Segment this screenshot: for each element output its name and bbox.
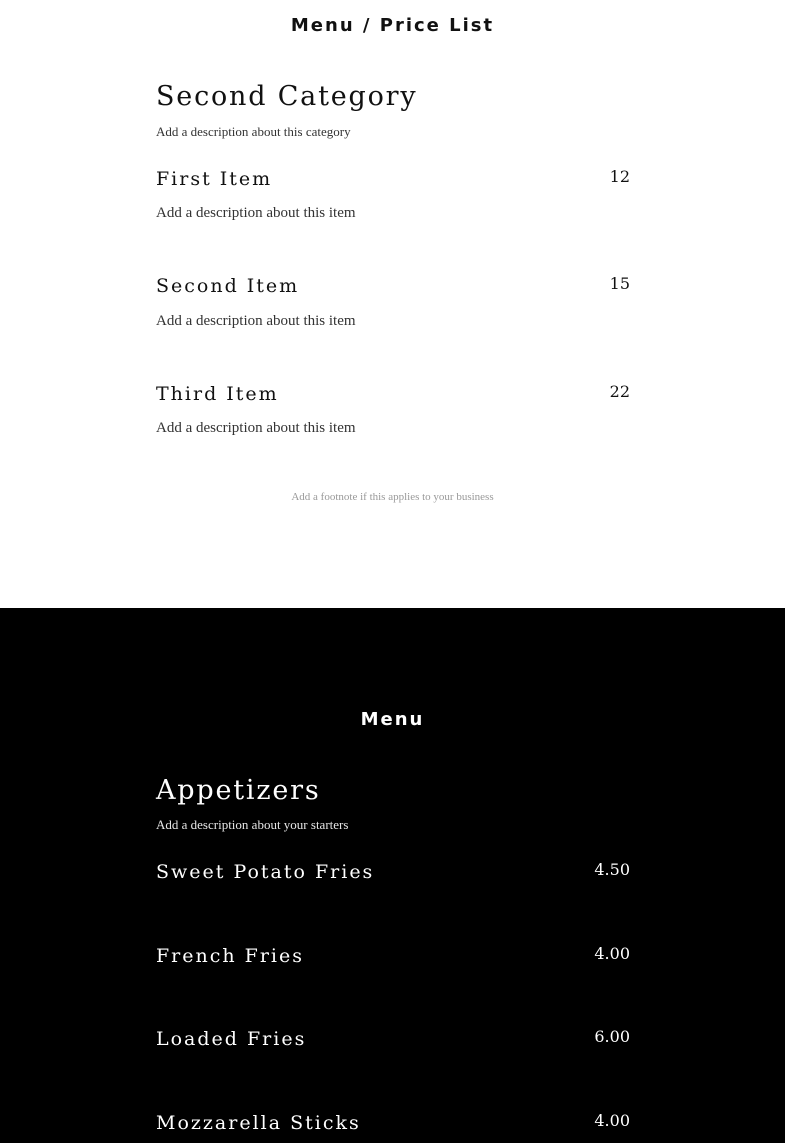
item-price: 22 [609,382,630,401]
category-title: Second Category [156,81,418,112]
category-description: Add a description about this category [156,124,351,139]
item-price: 4.00 [594,1111,630,1130]
menu-section [0,608,785,1143]
item-price: 12 [609,167,630,186]
menu-title: Menu [360,709,425,730]
item-name: French Fries [156,945,305,967]
item-price: 15 [609,274,630,293]
item-description: Add a description about this item [156,205,356,221]
item-description: Add a description about this item [156,420,356,436]
item-name: First Item [156,168,273,190]
footnote: Add a footnote if this applies to your business [291,491,494,503]
item-price: 6.00 [594,1027,630,1046]
item-name: Third Item [156,383,279,405]
item-name: Mozzarella Sticks [156,1112,361,1134]
category-description: Add a description about your starters [156,817,349,832]
item-price: 4.00 [594,944,630,963]
item-price: 4.50 [594,860,630,879]
item-description: Add a description about this item [156,313,356,329]
category-title: Appetizers [156,775,321,806]
item-name: Sweet Potato Fries [156,861,375,883]
item-name: Loaded Fries [156,1028,307,1050]
price-list-title: Menu / Price List [290,15,495,36]
item-name: Second Item [156,275,300,297]
